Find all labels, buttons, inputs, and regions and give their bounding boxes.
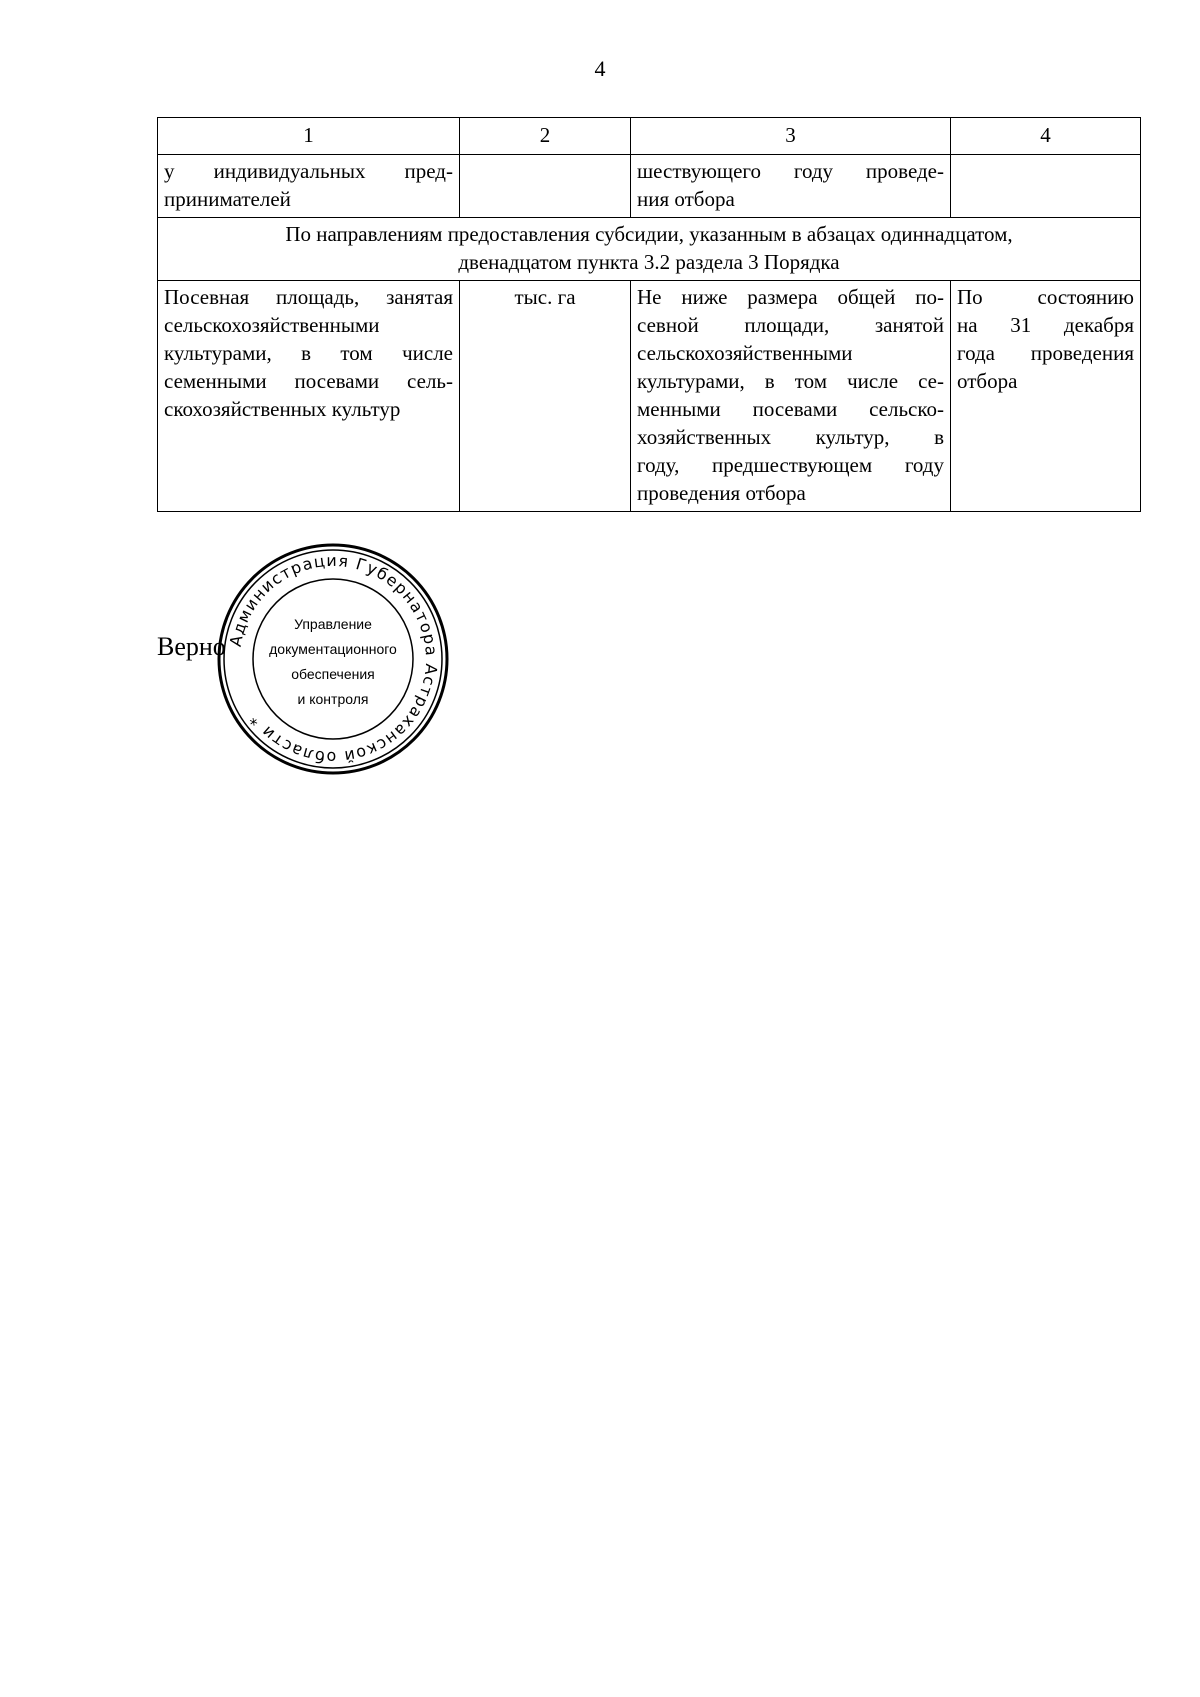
cell-line: Посевная площадь, занятая (164, 285, 453, 309)
header-cell-4: 4 (951, 118, 1141, 155)
cell-line: отбора (957, 369, 1018, 393)
cell-date-empty (951, 155, 1141, 218)
official-stamp (216, 542, 450, 776)
header-cell-1: 1 (158, 118, 460, 155)
verno-label: Верно (157, 632, 226, 661)
stamp-outer-text: Администрация Губернатора Астраханской области * (225, 550, 442, 768)
cell-line: хозяйственных культур, в (637, 425, 944, 449)
stamp-inner-line: и контроля (297, 691, 369, 707)
cell-line: культурами, в том числе се- (637, 369, 944, 393)
section-heading-line: По направлениям предоставления субсидии, указанным в абзацах одиннадцатом, (285, 222, 1013, 246)
cell-line: году, предшествующем году (637, 453, 944, 477)
header-cell-2: 2 (460, 118, 631, 155)
cell-value (631, 281, 951, 512)
stamp-inner-line: обеспечения (291, 666, 375, 682)
cell-line: сельскохозяйственными (637, 341, 853, 365)
cell-line: у индивидуальных пред- (164, 159, 453, 183)
cell-line: По состоянию (957, 285, 1134, 309)
cell-recipient-continuation (158, 155, 460, 218)
cell-date (951, 281, 1141, 512)
cell-line: сельскохозяйственными (164, 313, 380, 337)
cell-line: ния отбора (637, 187, 735, 211)
cell-unit: тыс. га (460, 281, 631, 512)
cell-line: года проведения (957, 341, 1134, 365)
section-heading (158, 218, 1141, 281)
cell-line: семенными посевами сель- (164, 369, 453, 393)
page-number: 4 (594, 56, 606, 81)
table-header-row (158, 118, 1141, 155)
cell-line: на 31 декабря (957, 313, 1134, 337)
table-row (158, 155, 1141, 218)
table-section-row (158, 218, 1141, 281)
table-row (158, 281, 1141, 512)
cell-line: менными посевами сельско- (637, 397, 944, 421)
stamp-inner-line: Управление (294, 616, 372, 632)
cell-line: скохозяйственных культур (164, 397, 401, 421)
cell-line: принимателей (164, 187, 291, 211)
cell-line: Не ниже размера общей по- (637, 285, 944, 309)
cell-value-continuation (631, 155, 951, 218)
cell-line: культурами, в том числе (164, 341, 453, 365)
cell-unit-empty (460, 155, 631, 218)
section-heading-line: двенадцатом пункта 3.2 раздела 3 Порядка (458, 250, 840, 274)
cell-line: севной площади, занятой (637, 313, 944, 337)
document-table (157, 117, 1141, 512)
stamp-inner-ring (253, 579, 413, 739)
cell-indicator (158, 281, 460, 512)
stamp-inner-line: документационного (269, 641, 397, 657)
cell-line: проведения отбора (637, 481, 806, 505)
cell-line: шествующего году проведе- (637, 159, 944, 183)
header-cell-3: 3 (631, 118, 951, 155)
